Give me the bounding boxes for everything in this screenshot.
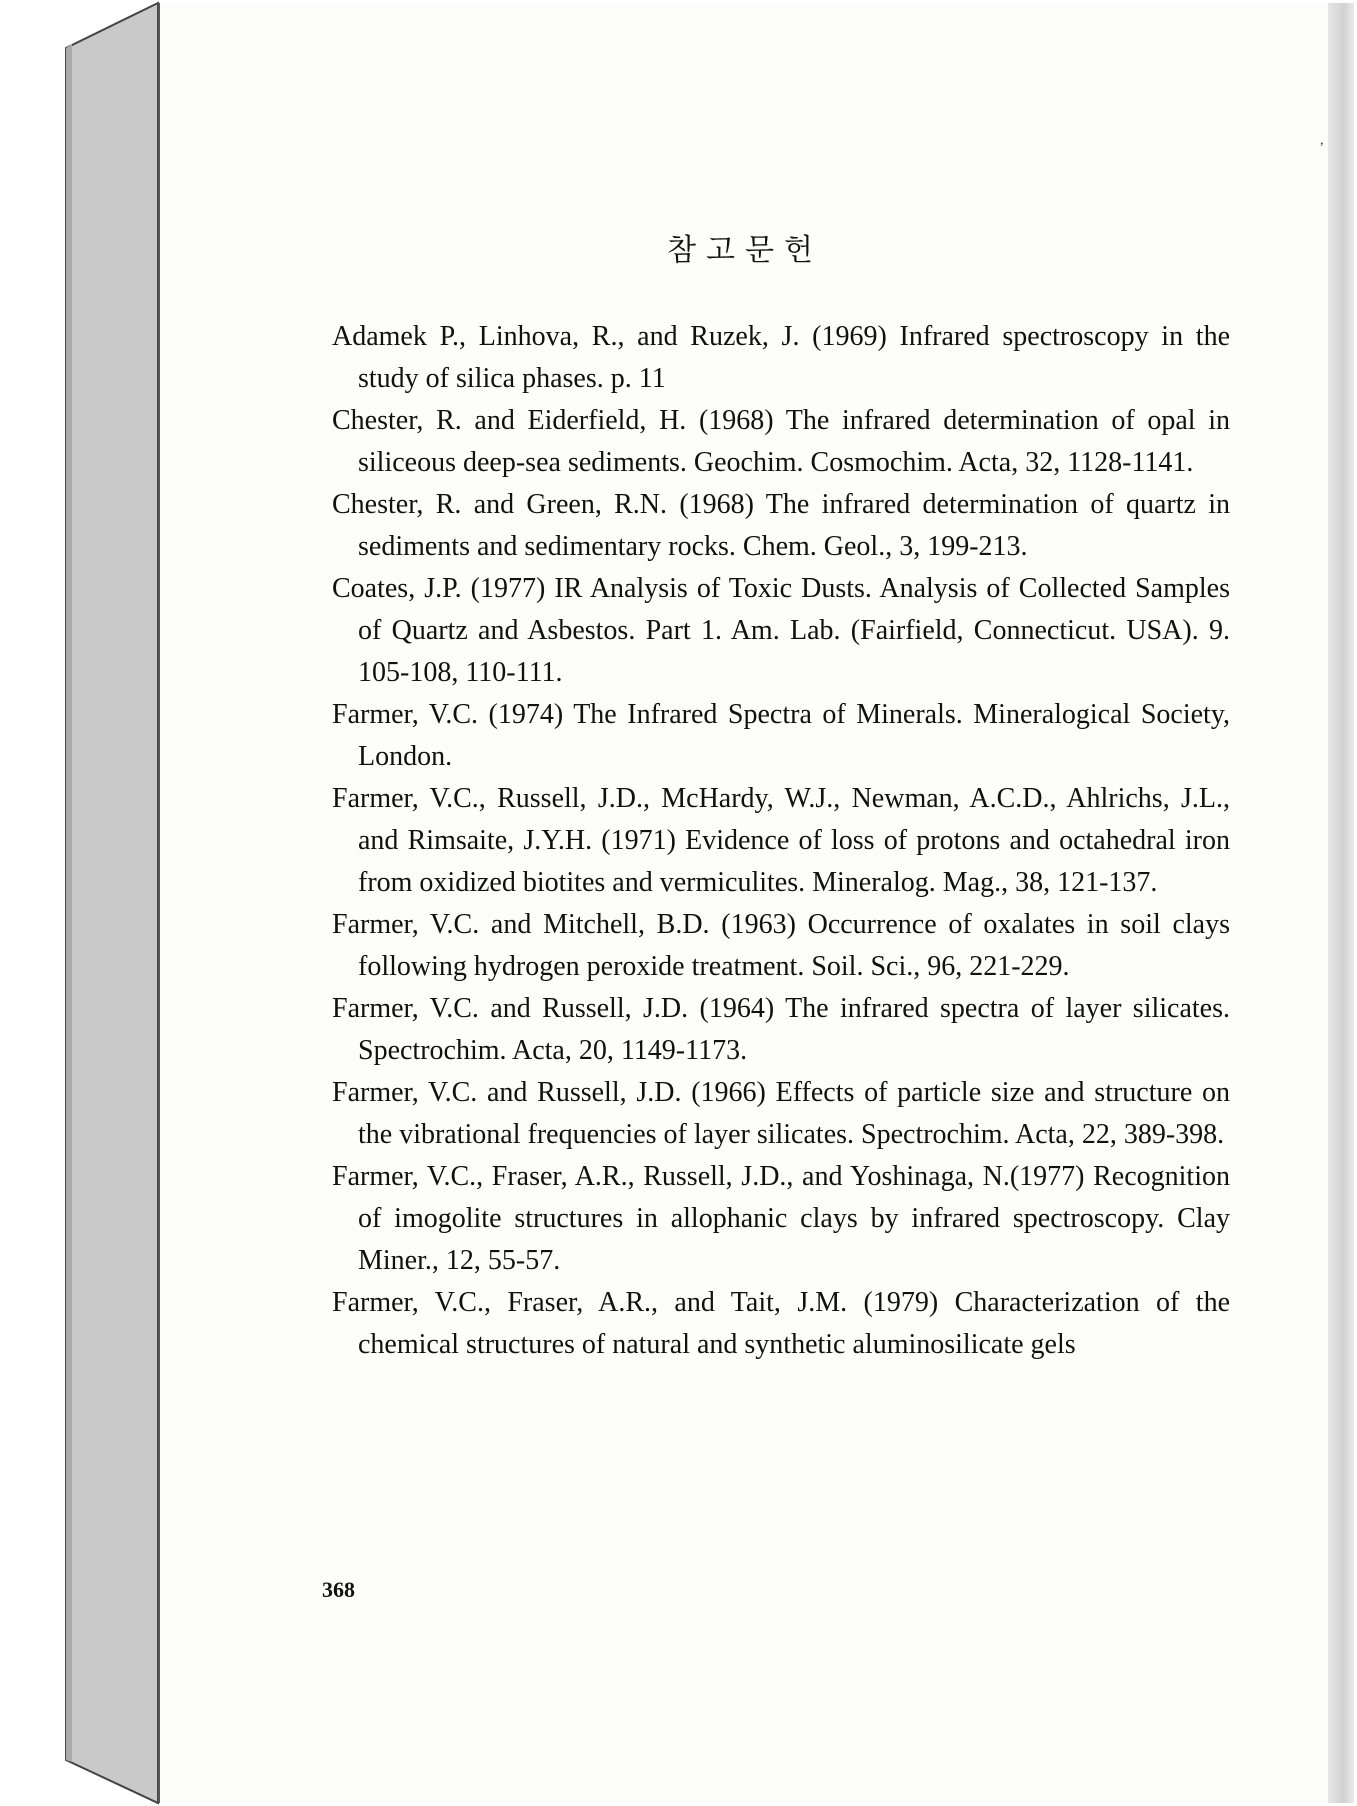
reference-item: Chester, R. and Green, R.N. (1968) The infrared determination of quartz in sediments and sedimentary rocks. Chem. Geol., 3, 199-213. [332, 489, 1230, 562]
reference-item: Coates, J.P. (1977) IR Analysis of Toxic Dusts. Analysis of Collected Samples of Quartz and Asbestos. Part 1. Am. Lab. (Fairfield, Connecticut. USA). 9. 105-108, 110-111. [332, 573, 1230, 688]
reference-item: Farmer, V.C. and Mitchell, B.D. (1963) Occurrence of oxalates in soil clays following hydrogen peroxide treatment. Soil. Sci., 96, 221-229. [332, 909, 1230, 982]
page-heading: 참고문헌 [667, 233, 823, 268]
reference-item: Farmer, V.C. and Russell, J.D. (1966) Effects of particle size and structure on the vibrational frequencies of layer silicates. Spectrochim. Acta, 22, 389-398. [332, 1077, 1230, 1150]
page-number: 368 [322, 1577, 355, 1602]
reference-item: Farmer, V.C., Russell, J.D., McHardy, W.J., Newman, A.C.D., Ahlrichs, J.L., and Rimsaite, J.Y.H. (1971) Evidence of loss of protons and octahedral iron from oxidized biotites and vermiculites. Mineralog. Mag., 38, 121-137. [332, 783, 1230, 898]
reference-item: Chester, R. and Eiderfield, H. (1968) The infrared determination of opal in siliceous deep-sea sediments. Geochim. Cosmochim. Acta, 32, 1128-1141. [332, 405, 1230, 478]
reference-list [332, 316, 1230, 1366]
reference-item: Farmer, V.C., Fraser, A.R., and Tait, J.M. (1979) Characterization of the chemical structures of natural and synthetic aluminosilicate gels [332, 1287, 1230, 1360]
scan-mark: , [1320, 133, 1324, 148]
reference-item: Farmer, V.C., Fraser, A.R., Russell, J.D., and Yoshinaga, N.(1977) Recognition of imogolite structures in allophanic clays by infrared spectroscopy. Clay Miner., 12, 55-57. [332, 1161, 1230, 1276]
reference-item: Farmer, V.C. and Russell, J.D. (1964) The infrared spectra of layer silicates. Spectrochim. Acta, 20, 1149-1173. [332, 993, 1230, 1066]
reference-item: Adamek P., Linhova, R., and Ruzek, J. (1969) Infrared spectroscopy in the study of silica phases. p. 11 [332, 321, 1230, 394]
document-page [158, 3, 1330, 1803]
reference-item: Farmer, V.C. (1974) The Infrared Spectra of Minerals. Mineralogical Society, London. [332, 699, 1230, 772]
page-edge-shadow [1328, 3, 1354, 1803]
